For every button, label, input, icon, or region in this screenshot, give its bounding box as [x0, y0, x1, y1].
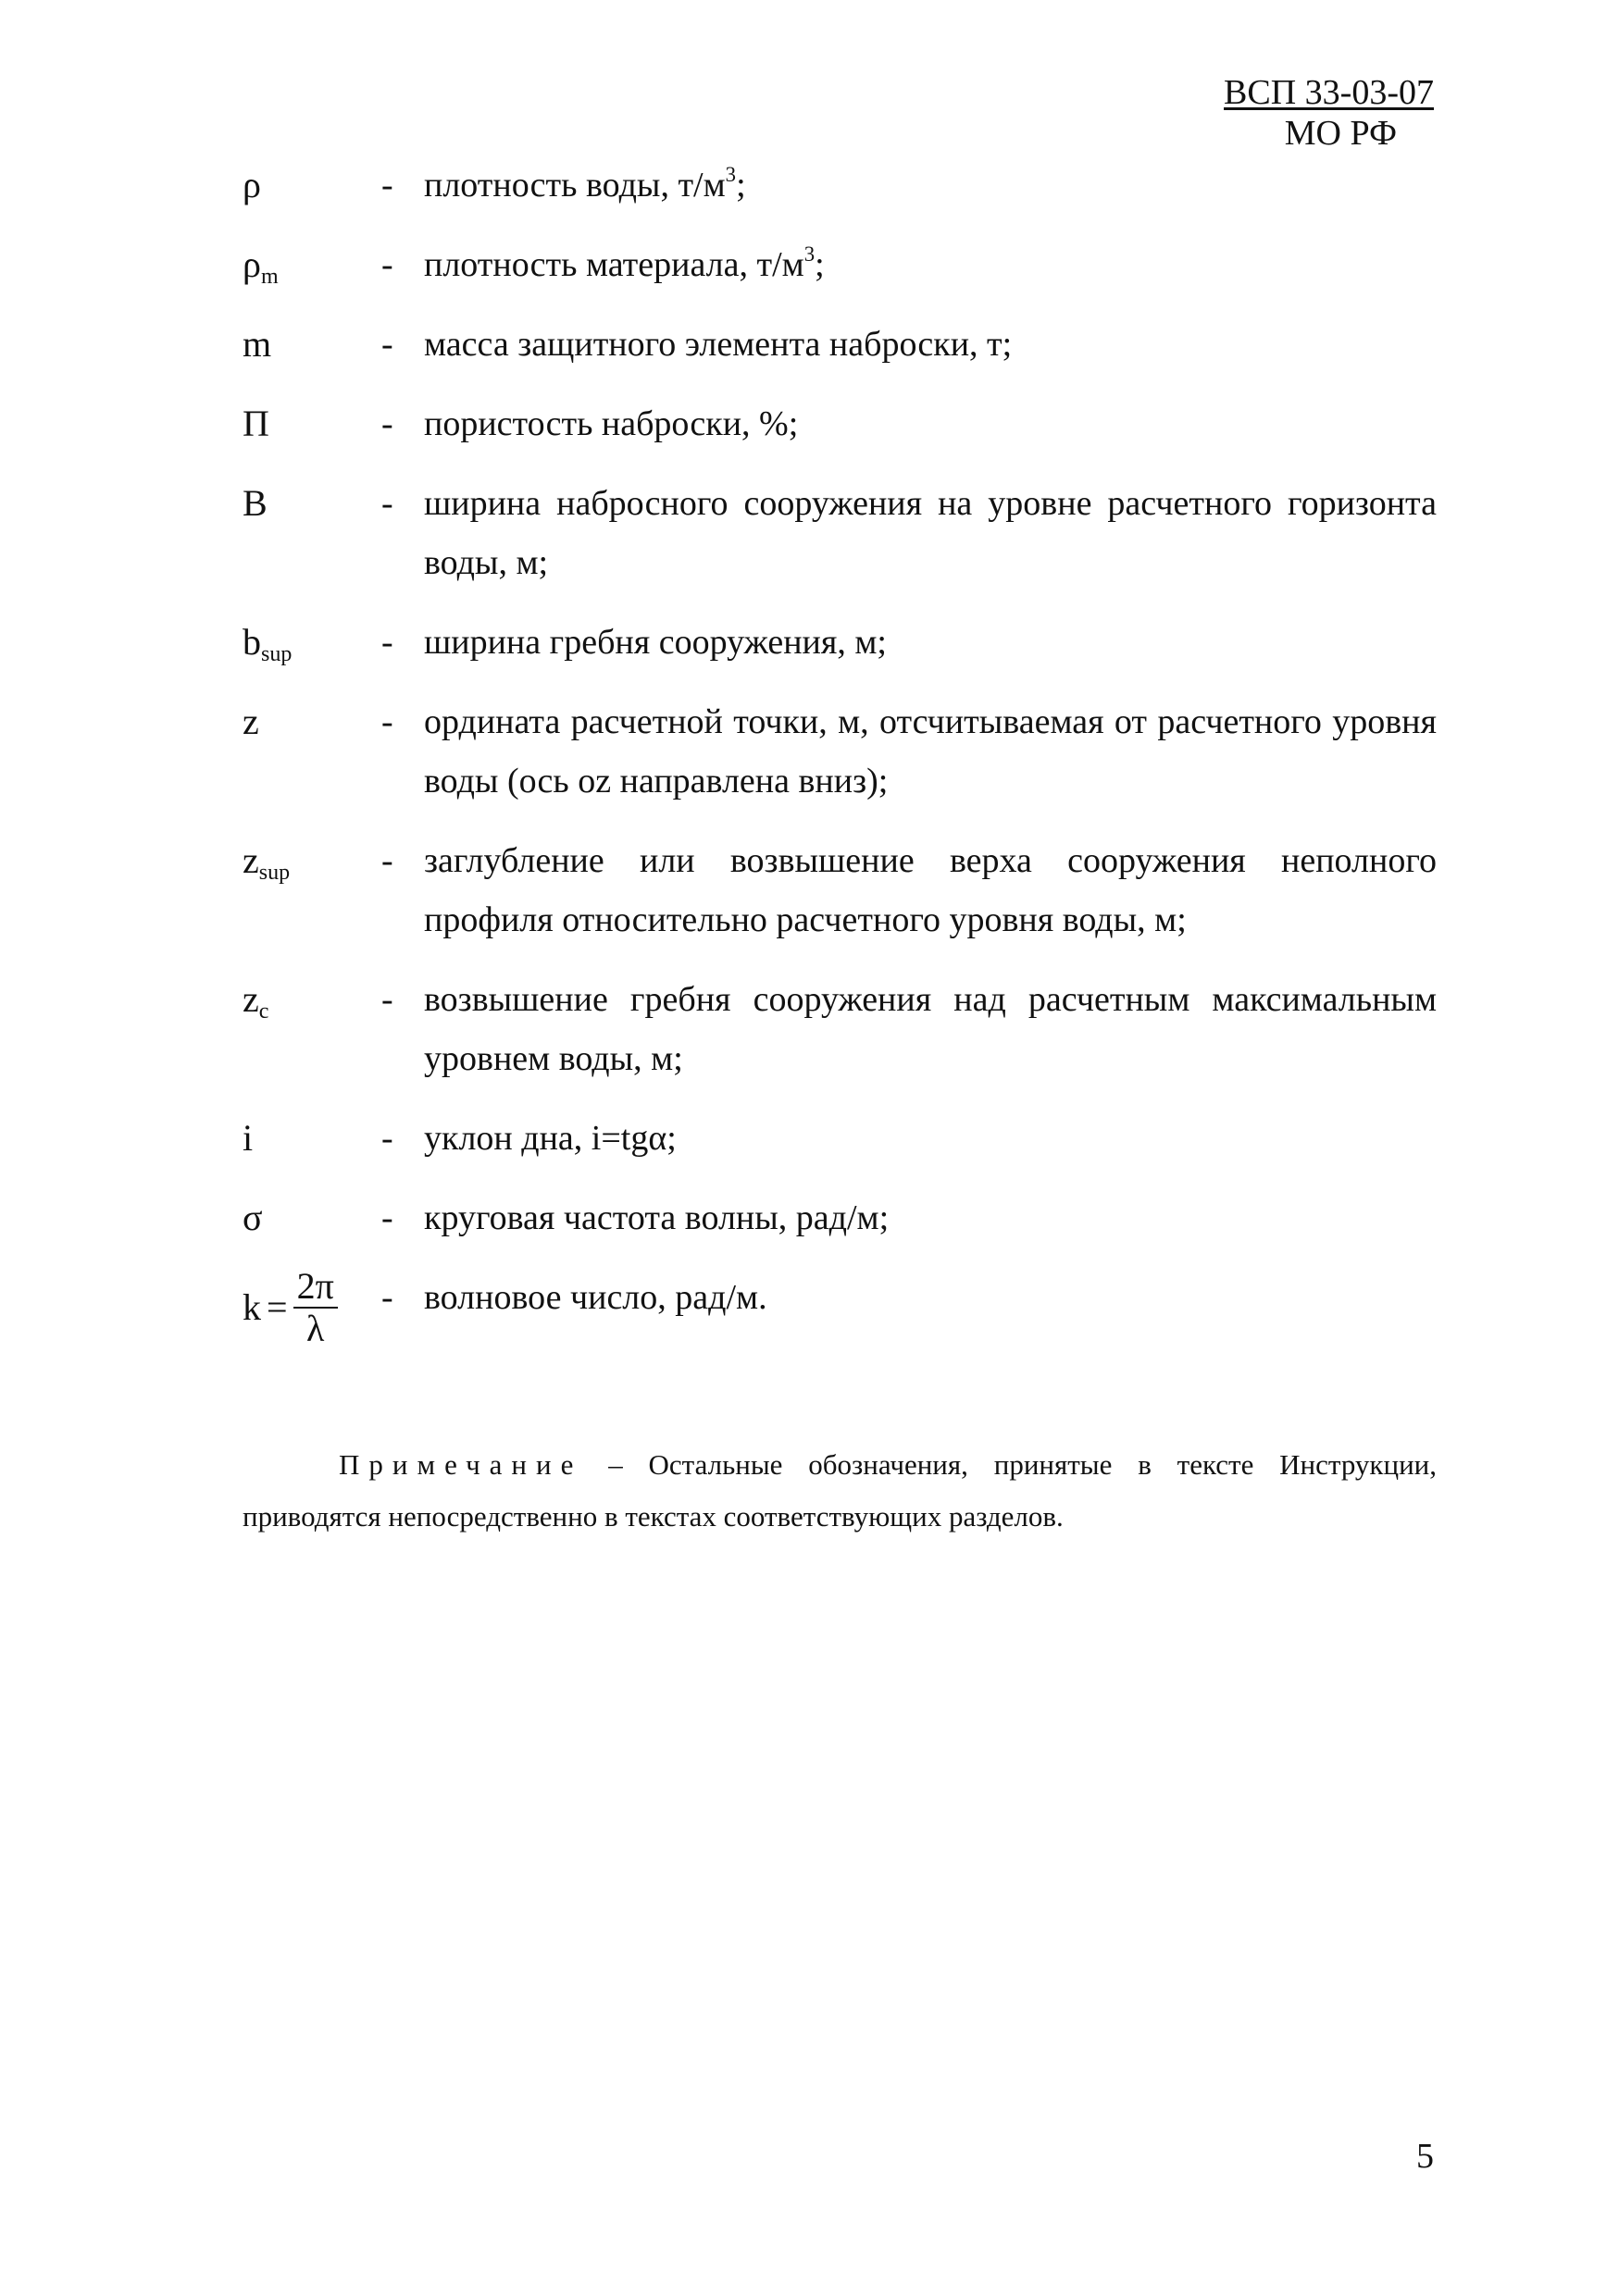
page-number: 5 — [1416, 2137, 1434, 2176]
definition-symbol: П — [243, 403, 269, 444]
definition-symbol: σ — [243, 1197, 263, 1238]
page-header — [1224, 72, 1434, 154]
definition-item — [243, 1265, 1437, 1349]
definition-item — [243, 155, 1437, 215]
definition-symbol: $z_c$ — [243, 978, 269, 1024]
definition-text: ширина набросного сооружения на уровне расчетного горизонта воды, м; — [424, 484, 1437, 582]
formula-denominator: λ — [305, 1308, 325, 1349]
definition-dash: - — [381, 325, 393, 364]
definition-text: масса защитного элемента наброски, т; — [424, 325, 1013, 364]
definition-dash: - — [381, 245, 393, 284]
definition-symbol: ρ — [243, 164, 261, 205]
definition-dash: - — [381, 702, 393, 741]
definition-dash: - — [381, 404, 393, 443]
definition-text: плотность материала, $т/м^3$; — [424, 242, 825, 284]
definition-dash: - — [381, 1198, 393, 1237]
definition-dash: - — [381, 980, 393, 1019]
definition-item — [243, 1109, 1437, 1168]
definition-dash: - — [381, 623, 393, 662]
document-code: ВСП 33-03-07 — [1224, 73, 1434, 112]
definition-dash: - — [381, 484, 393, 523]
formula-numerator: 2π — [293, 1268, 338, 1309]
definitions-list — [243, 155, 1437, 1347]
definition-symbol: B — [243, 482, 268, 524]
note-paragraph — [243, 1439, 1437, 1543]
definition-text: круговая частота волны, рад/м; — [424, 1198, 890, 1237]
definition-symbol: $\rho_m$ — [243, 243, 279, 290]
definition-item — [243, 315, 1437, 374]
definition-item — [243, 235, 1437, 294]
definition-dash: - — [381, 166, 393, 205]
definition-text: волновое число, рад/м. — [424, 1278, 767, 1317]
definition-item — [243, 474, 1437, 592]
wave-number-formula: k = $\frac{2\pi}{\lambda}$ — [243, 1268, 338, 1347]
definition-item — [243, 970, 1437, 1088]
definition-text: ордината расчетной точки, м, отсчитываемая от расчетного уровня воды (ось oz направлена вниз); — [424, 702, 1437, 800]
definition-text: пористость наброски, %; — [424, 404, 799, 443]
definition-text: ширина гребня сооружения, м; — [424, 623, 887, 662]
definition-symbol: z — [243, 701, 259, 742]
definition-symbol: $b_{sup}$ — [243, 621, 293, 667]
definition-item — [243, 831, 1437, 949]
definition-dash: - — [381, 1119, 393, 1158]
note-text: – Остальные обозначения, принятые в тексте Инструкции, приводятся непосредственно в текстах соответствующих разделов. — [243, 1448, 1437, 1533]
definition-item — [243, 394, 1437, 453]
definition-text: уклон дна, i=tgα; — [424, 1119, 677, 1158]
definition-item — [243, 613, 1437, 672]
definition-text: заглубление или возвышение верха сооружения неполного профиля относительно расчетного уровня воды, м; — [424, 841, 1437, 939]
organization-label: МО РФ — [1284, 114, 1397, 153]
definition-item — [243, 692, 1437, 811]
definition-symbol: i — [243, 1117, 254, 1159]
note-lead: Примечание — [339, 1448, 583, 1481]
definition-symbol: m — [243, 323, 272, 365]
definition-text: плотность воды, $т/м^3$; — [424, 163, 746, 205]
definition-symbol: $z_{sup}$ — [243, 839, 291, 886]
definition-symbol — [243, 1265, 381, 1349]
definition-dash: - — [381, 1278, 393, 1317]
definition-text: возвышение гребня сооружения над расчетным максимальным уровнем воды, м; — [424, 980, 1437, 1078]
definition-item — [243, 1188, 1437, 1247]
definition-dash: - — [381, 841, 393, 880]
